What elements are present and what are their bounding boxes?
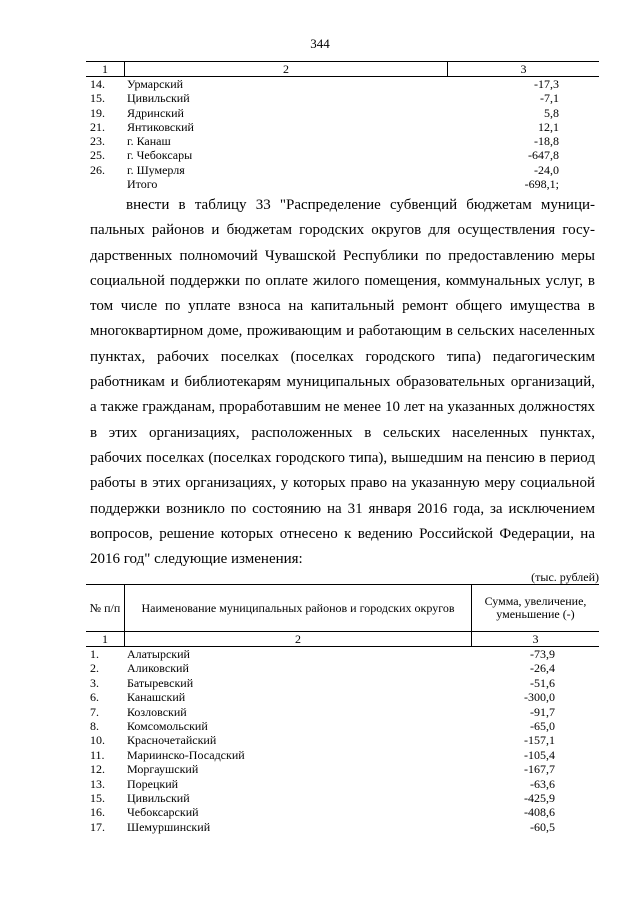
row-value: -73,9	[530, 647, 555, 661]
table-row	[86, 705, 599, 719]
row-name: Козловский	[127, 704, 187, 719]
table-row	[86, 733, 599, 747]
table-row	[86, 820, 599, 834]
table-body	[86, 647, 599, 834]
row-number: 12.	[90, 762, 105, 777]
row-name: г. Шумерля	[127, 162, 185, 177]
page-number: 344	[310, 36, 330, 51]
column-number-3: 3	[471, 632, 599, 646]
row-value: -24,0	[534, 162, 559, 177]
row-name: г. Чебоксары	[127, 148, 193, 163]
table-row	[86, 77, 599, 91]
row-number: 1.	[90, 647, 99, 661]
table-row	[86, 148, 599, 162]
table-row	[86, 163, 599, 177]
row-number: 16.	[90, 805, 105, 820]
units-note: (тыс. рублей)	[531, 570, 599, 584]
row-name: Канашский	[127, 690, 186, 705]
table-row	[86, 177, 599, 191]
table-row	[86, 134, 599, 148]
column-header-value: 3	[447, 62, 599, 76]
table-continuation	[86, 61, 599, 191]
body-paragraph: внести в таблицу 33 "Распределение субвенций бюджетам муниципальных районов и бюджетам городских округов для осуществления государственных полномочий Чувашской Республики по предоставлению меры социальной поддержки по оплате жилого помещения, коммунальных услуг, в том числе по уплате взноса на капитальный ремонт общего имущества в многоквартирном доме, проживающим и работающим в сельских населенных пунктах, рабочих поселках (поселках городского типа) педагогическим работникам и библиотекарям муниципальных образовательных организаций, а также гражданам, проработавшим не менее 10 лет на указанных должностях в этих организациях, расположенных в сельских населенных пунктах, рабочих поселках (поселках городского типа), вышедшим на пенсию в период работы в этих организациях, у которых право на указанную меру социальной поддержки возникло по состоянию на 31 января 2016 года, за исключением вопросов, решение которых отнесено к ведению Российской Федерации, на 2016 год" следующие изменения:	[90, 197, 595, 568]
table-row	[86, 661, 599, 675]
row-value: -91,7	[530, 704, 555, 719]
row-value: -51,6	[530, 675, 555, 690]
table-header-row	[86, 584, 599, 632]
row-name: Цивильский	[127, 91, 190, 106]
row-number: 21.	[90, 119, 105, 134]
row-number: 10.	[90, 733, 105, 748]
row-value: -60,5	[530, 819, 555, 834]
row-value: -408,6	[524, 805, 555, 820]
row-number: 14.	[90, 77, 105, 91]
row-value: 12,1	[538, 119, 559, 134]
table-row	[86, 120, 599, 134]
row-number: 8.	[90, 718, 99, 733]
column-header-name: 2	[124, 62, 447, 76]
table-row	[86, 748, 599, 762]
row-name: Мариинско-Посадский	[127, 747, 245, 762]
row-value: -425,9	[524, 790, 555, 805]
table-row	[86, 91, 599, 105]
table-row	[86, 777, 599, 791]
row-name: Урмарский	[127, 77, 184, 91]
row-number: 7.	[90, 704, 99, 719]
table-body	[86, 77, 599, 191]
row-name: Аликовский	[127, 661, 189, 676]
row-name: Комсомольский	[127, 718, 208, 733]
row-value: -18,8	[534, 134, 559, 149]
row-value: -63,6	[530, 776, 555, 791]
row-value: -300,0	[524, 690, 555, 705]
table-row	[86, 106, 599, 120]
column-header-value: Сумма, увеличение, уменьшение (-)	[471, 585, 599, 631]
row-number: 23.	[90, 134, 105, 149]
column-header-num: № п/п	[89, 600, 121, 615]
table-row	[86, 719, 599, 733]
column-header-num: 1	[102, 62, 108, 76]
table-header-row	[86, 61, 599, 77]
row-number: 26.	[90, 162, 105, 177]
row-number: 11.	[90, 747, 105, 762]
row-number: 3.	[90, 675, 99, 690]
row-name: Чебоксарский	[127, 805, 199, 820]
row-name: Порецкий	[127, 776, 179, 791]
table-row	[86, 690, 599, 704]
row-number: 13.	[90, 776, 105, 791]
row-number: 6.	[90, 690, 99, 705]
row-name: Янтиковский	[127, 119, 194, 134]
column-header-name: Наименование муниципальных районов и городских округов	[124, 585, 471, 631]
row-number: 19.	[90, 105, 105, 120]
row-value: -167,7	[524, 762, 555, 777]
row-value: -65,0	[530, 718, 555, 733]
row-number: 15.	[90, 91, 105, 106]
table-row	[86, 676, 599, 690]
subvention-changes-table	[86, 584, 599, 834]
column-number-1: 1	[102, 632, 108, 646]
row-value: 5,8	[544, 105, 559, 120]
row-value: -105,4	[524, 747, 555, 762]
row-value: -647,8	[528, 148, 559, 163]
row-number: 2.	[90, 661, 99, 676]
table-row	[86, 791, 599, 805]
row-name: Моргаушский	[127, 762, 199, 777]
row-number: 17.	[90, 819, 105, 834]
row-name: Красночетайский	[127, 733, 217, 748]
table-row	[86, 762, 599, 776]
row-name: Батыревский	[127, 675, 194, 690]
row-value: -7,1	[540, 91, 559, 106]
row-name: Ядринский	[127, 105, 184, 120]
row-name: Итого	[127, 177, 158, 192]
row-value: -698,1;	[524, 177, 559, 192]
row-value: -17,3	[534, 77, 559, 91]
row-number: 15.	[90, 790, 105, 805]
row-value: -26,4	[530, 661, 555, 676]
column-number-2: 2	[124, 632, 471, 646]
column-number-row	[86, 632, 599, 647]
table-row	[86, 647, 599, 661]
row-number: 25.	[90, 148, 105, 163]
row-name: Алатырский	[127, 647, 190, 661]
row-name: Цивильский	[127, 790, 190, 805]
row-name: г. Канаш	[127, 134, 171, 149]
row-number	[86, 177, 124, 191]
row-name: Шемуршинский	[127, 819, 211, 834]
row-value: -157,1	[524, 733, 555, 748]
table-row	[86, 805, 599, 819]
